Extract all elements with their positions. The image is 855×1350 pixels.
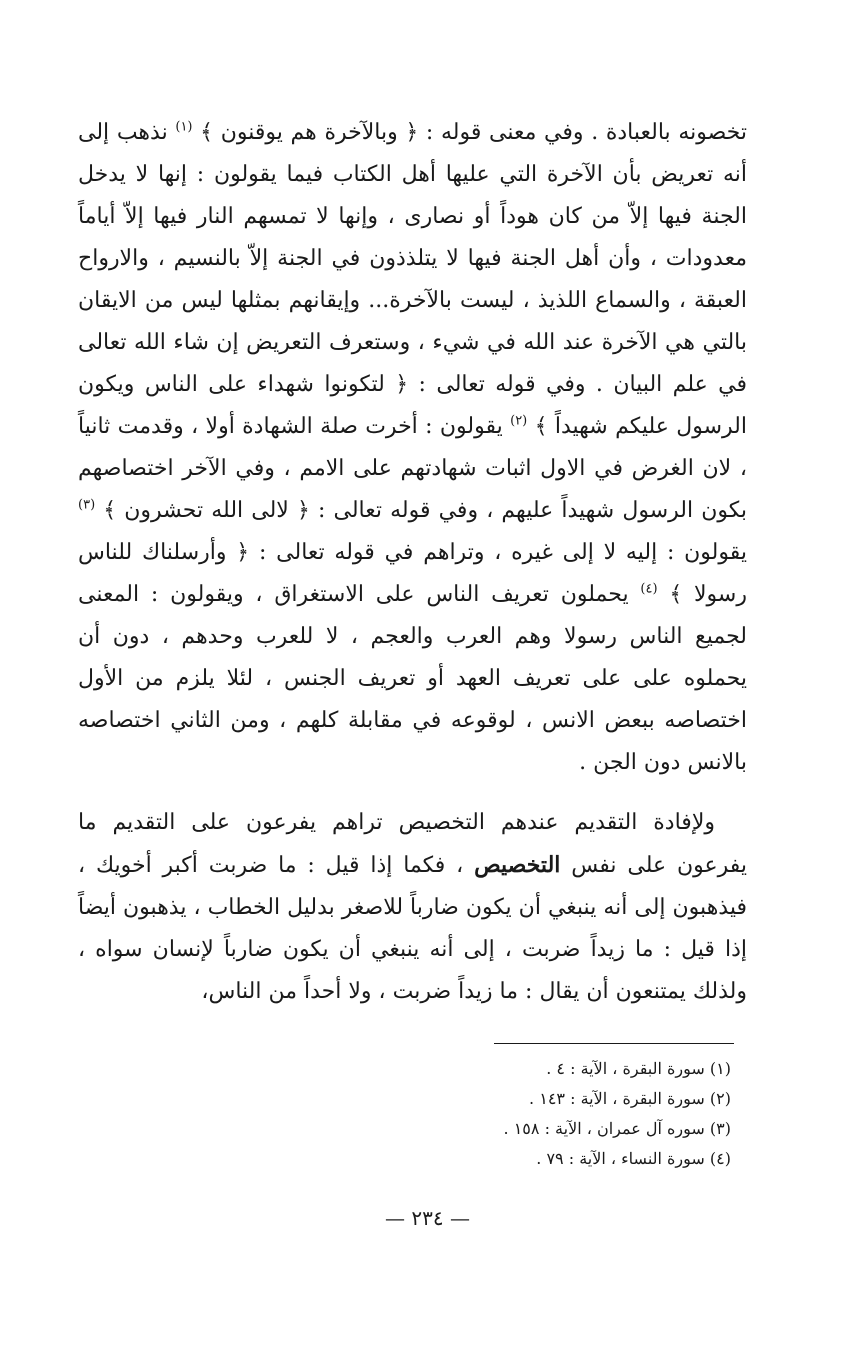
- text-run: ، فكما إذا قيل : ما ضربت أكبر أخويك ، فيذهبون إلى أنه ينبغي أن يكون ضارباً للاصغر بدليل الخطاب ، يذهبون أيضاً إذا قيل : ما زيداً ضربت ، إلى أنه ينبغي أن يكون ضارباً لإنسان سواه ، ولذلك يمتنعون أن يقال : ما زيداً ضربت ، ولا أحداً من الناس،: [78, 853, 747, 1004]
- page-number: — ٢٣٤ —: [385, 1206, 470, 1230]
- paragraph-1: [78, 112, 747, 784]
- footnote-2: (٢) سورة البقرة ، الآية : ١٤٣ .: [529, 1089, 731, 1108]
- text-run: تخصونه بالعبادة . وفي معنى قوله : ﴿ وبالآخرة هم يوقنون ﴾: [192, 120, 748, 145]
- text-run: يقولون : أخرت صلة الشهادة أولا ، وقدمت ثانياً ، لان الغرض في الاول اثبات شهادتهم على الامم ، وفي الآخر اختصاصهم بكون الرسول شهيداً عليهم ، وفي قوله تعالى : ﴿ لالى الله تحشرون ﴾: [78, 414, 747, 523]
- footnote-reference: (١): [175, 119, 193, 135]
- text-run: يقولون : إليه لا إلى غيره ، وتراهم في قوله تعالى : ﴿ وأرسلناك للناس رسولا ﴾: [78, 540, 747, 607]
- text-run: يحملون تعريف الناس على الاستغراق ، ويقولون : المعنى لجميع الناس رسولا وهم العرب والعجم ، لا للعرب وحدهم ، دون أن يحملوه على على تعريف العهد أو تعريف الجنس ، لئلا يلزم من الأول اختصاصه ببعض الانس ، لوقوعه في مقابلة كلهم ، ومن الثاني اختصاصه بالانس دون الجن .: [78, 582, 747, 775]
- footnote-3: (٣) سوره آل عمران ، الآية : ١٥٨ .: [503, 1119, 731, 1138]
- footnotes: [78, 1054, 731, 1174]
- main-text: [78, 112, 747, 1013]
- footnote-4: (٤) سورة النساء ، الآية : ٧٩ .: [536, 1149, 731, 1168]
- footnote-1: (١) سورة البقرة ، الآية : ٤ .: [546, 1059, 731, 1078]
- paragraph-2: [78, 802, 747, 1013]
- text-run: نذهب إلى أنه تعريض بأن الآخرة التي عليها أهل الكتاب فيما يقولون : إنها لا يدخل الجنة فيها إلاّ من كان هوداً أو نصارى ، وإنها لا تمسهم النار فيها إلاّ أياماً معدودات ، وأن أهل الجنة فيها لا يتلذذون في الجنة إلاّ بالنسيم ، والارواح العبقة ، والسماع اللذيذ ، ليست بالآخرة... وإيقانهم بمثلها ليس من الايقان بالتي هي الآخرة عند الله في شيء ، وستعرف التعريض إن شاء الله تعالى في علم البيان . وفي قوله تعالى : ﴿ لتكونوا شهداء على الناس ويكون الرسول عليكم شهيداً ﴾: [78, 120, 747, 439]
- emphasized-term: التخصيص: [474, 852, 561, 878]
- footnote-reference: (٤): [640, 581, 658, 597]
- text-run: ولإفادة التقديم عندهم التخصيص تراهم يفرعون على التقديم ما يفرعون على نفس: [78, 810, 747, 878]
- footnote-reference: (٢): [510, 413, 528, 429]
- footnote-reference: (٣): [78, 497, 96, 513]
- footnote-separator: [494, 1043, 734, 1044]
